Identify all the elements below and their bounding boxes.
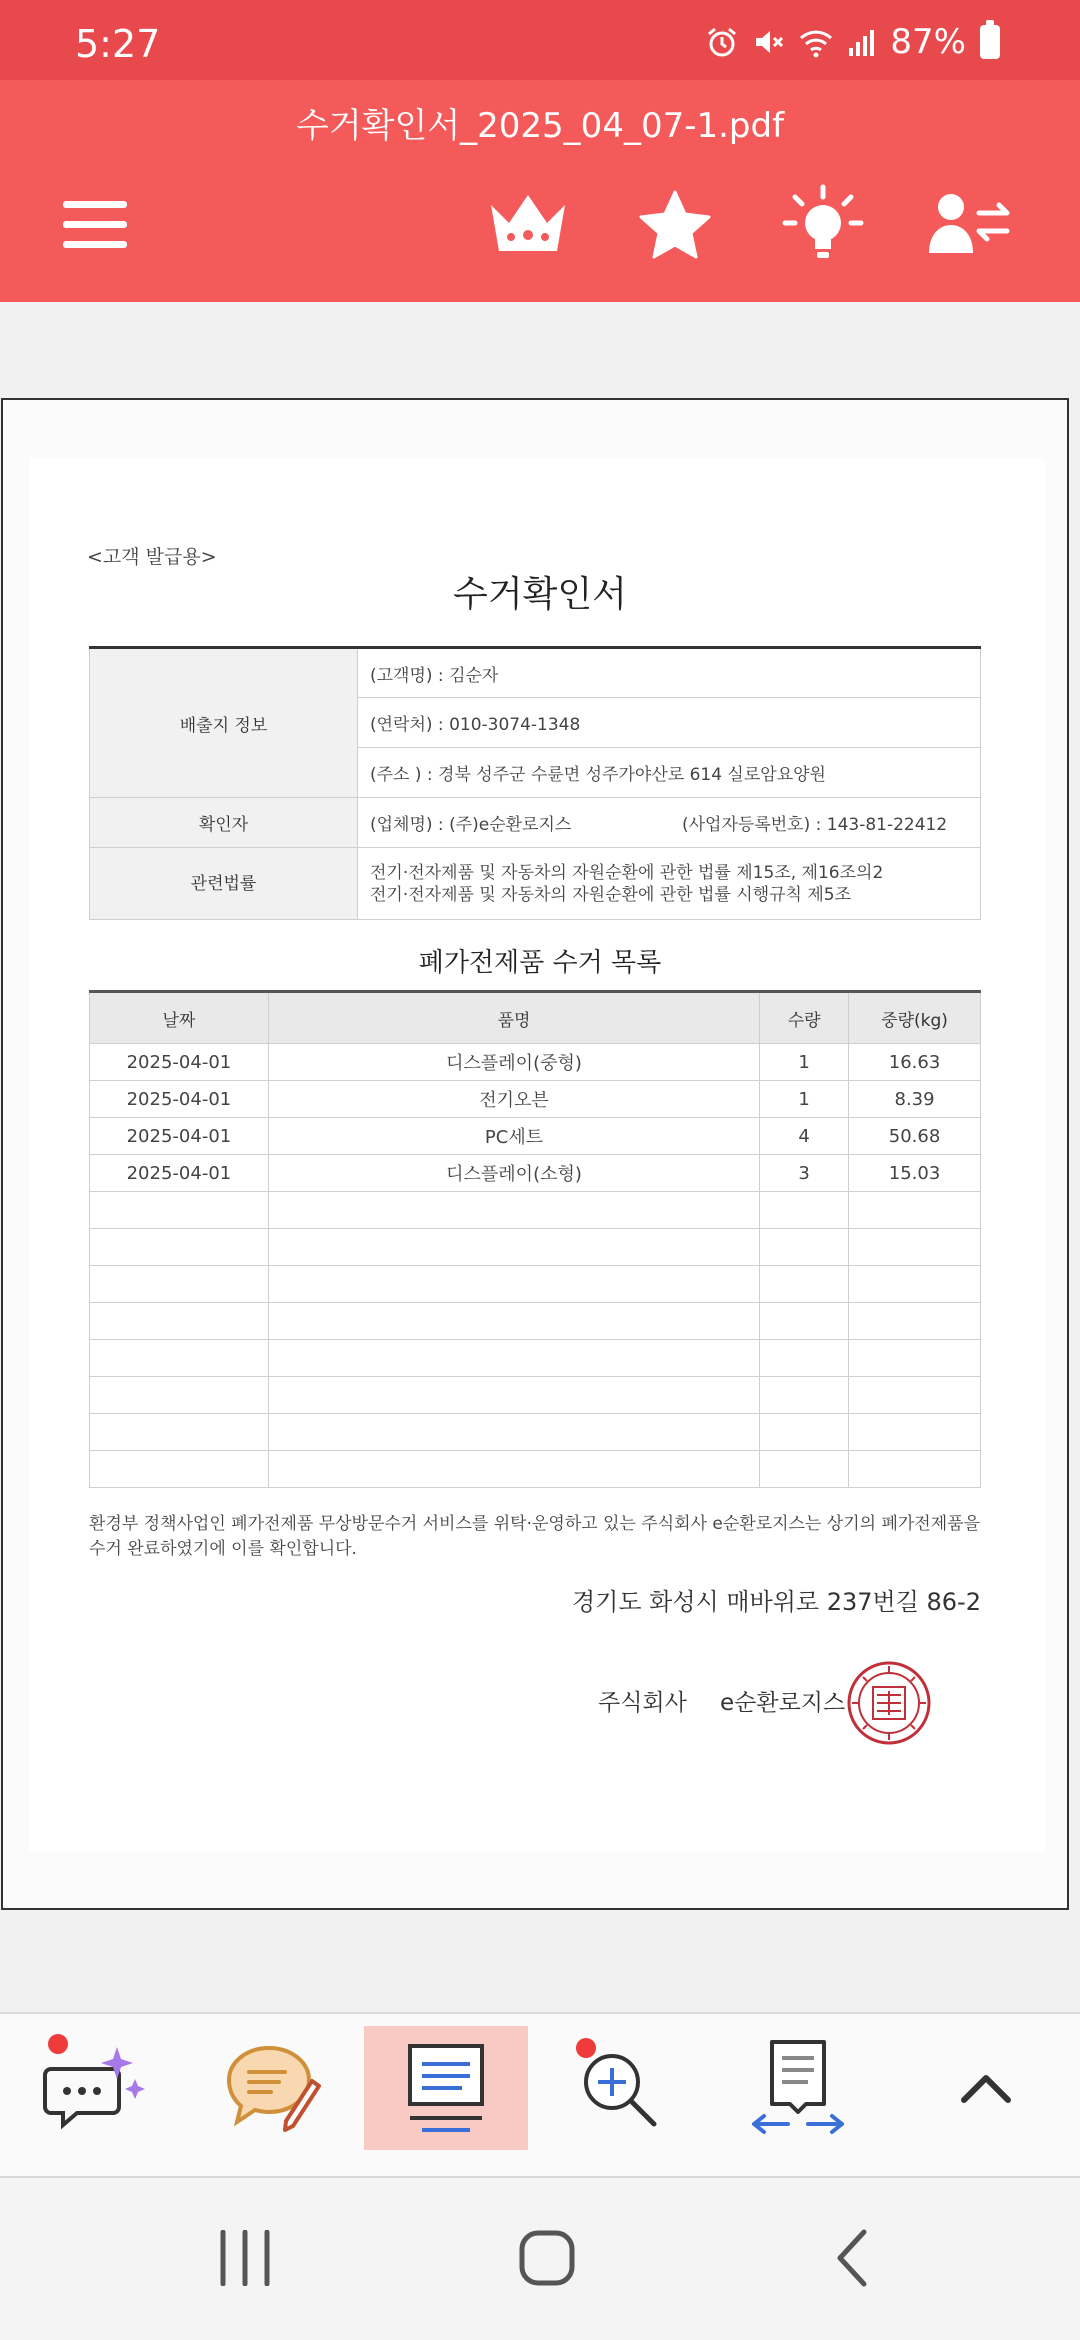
table-row [90, 1340, 981, 1377]
cell-weight [849, 1451, 981, 1488]
cell-name: 디스플레이(소형) [268, 1155, 759, 1192]
home-icon [517, 2228, 577, 2288]
ai-chat-icon [41, 2043, 151, 2133]
cell-qty: 1 [760, 1081, 849, 1118]
cell-name [268, 1451, 759, 1488]
cell-date: 2025-04-01 [90, 1155, 269, 1192]
customer-contact: (연락처) : 010-3074-1348 [358, 698, 981, 748]
cell-weight: 16.63 [849, 1044, 981, 1081]
page-view-button[interactable] [364, 2026, 528, 2150]
table-row [90, 1118, 981, 1155]
items-table [89, 990, 981, 1488]
cell-date [90, 1192, 269, 1229]
app-bar [0, 80, 1080, 302]
bottom-toolbar [0, 2012, 1080, 2176]
cell-name [268, 1266, 759, 1303]
info-table [89, 646, 981, 920]
recents-button[interactable] [195, 2218, 295, 2298]
cell-name [268, 1192, 759, 1229]
table-row [90, 1192, 981, 1229]
list-title: 폐가전제품 수거 목록 [418, 948, 662, 978]
cell-qty [760, 1229, 849, 1266]
cell-name [268, 1377, 759, 1414]
cell-name [268, 1229, 759, 1266]
column-header-date: 날짜 [90, 992, 269, 1044]
law-line: 전기·전자제품 및 자동차의 자원순환에 관한 법률 제15조, 제16조의2 [370, 862, 884, 883]
column-header-name: 품명 [268, 992, 759, 1044]
notification-dot [48, 2034, 68, 2054]
cell-date [90, 1414, 269, 1451]
table-row [90, 1229, 981, 1266]
table-row [90, 1081, 981, 1118]
menu-icon[interactable] [50, 180, 140, 270]
crown-icon[interactable] [483, 180, 573, 270]
mute-icon [752, 26, 784, 58]
home-button[interactable] [497, 2218, 597, 2298]
cell-date [90, 1266, 269, 1303]
cell-qty [760, 1340, 849, 1377]
cell-name: 전기오븐 [268, 1081, 759, 1118]
table-row [90, 1155, 981, 1192]
alarm-icon [706, 26, 738, 58]
wifi-icon [798, 26, 834, 58]
table-row [90, 1044, 981, 1081]
cell-qty [760, 1266, 849, 1303]
cell-date [90, 1303, 269, 1340]
company-seal-icon [846, 1660, 932, 1746]
comment-edit-icon [223, 2040, 333, 2136]
cell-weight [849, 1229, 981, 1266]
notice-line: 환경부 정책사업인 폐가전제품 무상방문수거 서비스를 위탁·운영하고 있는 주식회사 e순환로지스는 상기의 폐가전제품을 [89, 1514, 980, 1534]
cell-name [268, 1340, 759, 1377]
confirmer-label: 확인자 [90, 798, 358, 848]
star-icon[interactable] [630, 180, 720, 270]
confirmer-info [358, 798, 981, 848]
column-header-weight: 중량(kg) [849, 992, 981, 1044]
notice-line: 수거 완료하였기에 이를 확인합니다. [89, 1539, 357, 1559]
back-icon [832, 2228, 872, 2288]
company-name: e순환로지스 [720, 1690, 846, 1716]
battery-percent: 87% [890, 22, 966, 62]
cell-date: 2025-04-01 [90, 1081, 269, 1118]
origin-label: 배출지 정보 [90, 648, 358, 798]
column-header-qty: 수량 [760, 992, 849, 1044]
cell-qty [760, 1303, 849, 1340]
cell-weight [849, 1303, 981, 1340]
back-button[interactable] [802, 2218, 902, 2298]
page-scroll-icon [748, 2038, 848, 2138]
cell-qty [760, 1451, 849, 1488]
cell-qty [760, 1377, 849, 1414]
comment-edit-button[interactable] [196, 2026, 360, 2150]
signal-icon [848, 26, 876, 58]
biz-number-field: (사업자등록번호) : 143-81-22412 [682, 815, 948, 835]
document-title: 수거확인서 [453, 574, 627, 615]
cell-weight [849, 1414, 981, 1451]
battery-icon [980, 25, 1000, 59]
cell-qty: 1 [760, 1044, 849, 1081]
cell-weight: 8.39 [849, 1081, 981, 1118]
page-scroll-button[interactable] [716, 2026, 880, 2150]
expand-button[interactable] [904, 2026, 1068, 2150]
cell-name: PC세트 [268, 1118, 759, 1155]
status-icons [706, 22, 1000, 62]
cell-weight: 50.68 [849, 1118, 981, 1155]
cell-qty: 4 [760, 1118, 849, 1155]
cell-weight [849, 1377, 981, 1414]
chevron-up-icon [956, 2068, 1016, 2108]
file-title: 수거확인서_2025_04_07-1.pdf [295, 106, 785, 146]
zoom-button[interactable] [538, 2026, 702, 2150]
system-nav-bar [0, 2176, 1080, 2340]
table-row [90, 1377, 981, 1414]
notification-dot [576, 2038, 596, 2058]
status-bar [0, 0, 1080, 80]
cell-weight [849, 1266, 981, 1303]
cell-weight: 15.03 [849, 1155, 981, 1192]
law-label: 관련법률 [90, 848, 358, 920]
cell-weight [849, 1192, 981, 1229]
confirmation-notice [89, 1512, 989, 1562]
company-field: (업체명) : (주)e순환로지스 [370, 815, 572, 835]
table-row [90, 1414, 981, 1451]
status-time: 5:27 [75, 22, 161, 66]
law-text [358, 848, 981, 920]
cell-qty [760, 1192, 849, 1229]
cell-name: 디스플레이(중형) [268, 1044, 759, 1081]
cell-weight [849, 1340, 981, 1377]
cell-name [268, 1303, 759, 1340]
cell-date: 2025-04-01 [90, 1044, 269, 1081]
cell-qty: 3 [760, 1155, 849, 1192]
company-address: 경기도 화성시 매바위로 237번길 86-2 [571, 1588, 981, 1616]
cell-date [90, 1451, 269, 1488]
law-line: 전기·전자제품 및 자동차의 자원순환에 관한 법률 시행규칙 제5조 [370, 884, 852, 905]
table-row [90, 1451, 981, 1488]
lightbulb-icon[interactable] [778, 180, 868, 270]
cell-date: 2025-04-01 [90, 1118, 269, 1155]
cell-name [268, 1414, 759, 1451]
user-switch-icon[interactable] [926, 180, 1016, 270]
cell-date [90, 1229, 269, 1266]
page-view-icon [406, 2042, 486, 2134]
recents-icon [217, 2230, 273, 2286]
cell-qty [760, 1414, 849, 1451]
cell-date [90, 1377, 269, 1414]
ai-chat-button[interactable] [14, 2026, 178, 2150]
cell-date [90, 1340, 269, 1377]
table-row [90, 1266, 981, 1303]
table-row [90, 1303, 981, 1340]
customer-address: (주소 ) : 경북 성주군 수륜면 성주가야산로 614 실로암요양원 [358, 748, 981, 798]
company-type: 주식회사 [598, 1690, 687, 1716]
customer-name: (고객명) : 김순자 [358, 648, 981, 698]
copy-label: <고객 발급용> [87, 546, 217, 568]
